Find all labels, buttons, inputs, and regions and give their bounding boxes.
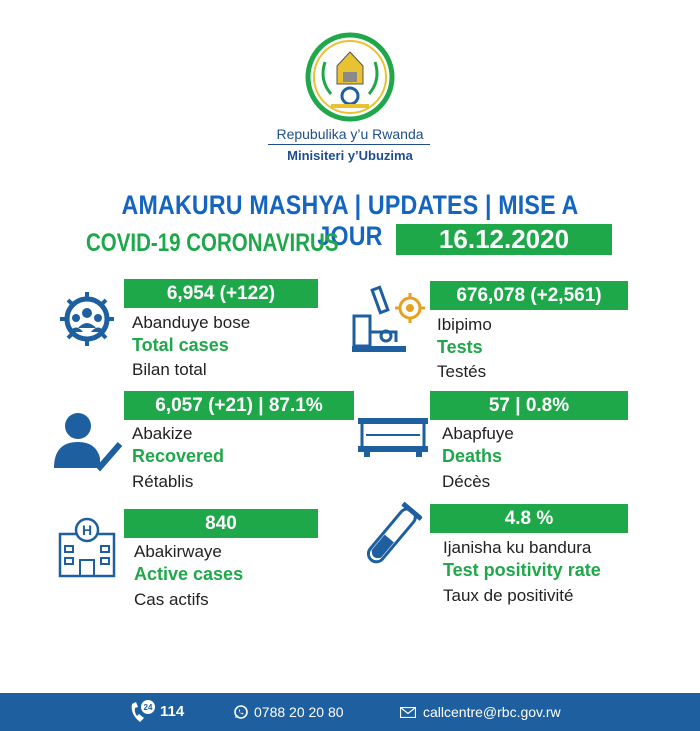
tests-value: 676,078 (+2,561): [430, 281, 628, 310]
people-virus-icon: [56, 288, 118, 350]
positivity-label-rw: Ijanisha ku bandura: [443, 538, 592, 557]
positivity-value: 4.8 %: [430, 504, 628, 533]
deaths-label-rw: Abapfuye: [442, 424, 514, 443]
ministry-name: Minisiteri y’Ubuzima: [287, 148, 413, 163]
active-cases-label-rw: Abakirwaye: [134, 542, 222, 561]
main-title: AMAKURU MASHYA | UPDATES | MISE A JOUR: [121, 190, 579, 251]
active-cases-value: 840: [124, 509, 318, 538]
rwanda-emblem-logo: [305, 32, 395, 122]
recovered-label-rw: Abakize: [132, 424, 193, 443]
hospital-icon: [56, 516, 118, 578]
deaths-value: 57 | 0.8%: [430, 391, 628, 420]
email-icon: [400, 707, 416, 718]
tests-label-rw: Ibipimo: [437, 315, 492, 334]
total-cases-label-fr: Bilan total: [132, 360, 207, 379]
footer-bar: [0, 693, 700, 731]
svg-text:H: H: [81, 522, 93, 538]
positivity-label-en: Test positivity rate: [443, 560, 601, 580]
hotline-number[interactable]: 114: [160, 703, 185, 720]
total-cases-value: 6,954 (+122): [124, 279, 318, 308]
microscope-icon: [350, 284, 426, 354]
deaths-label-fr: Décès: [442, 472, 491, 491]
phone-24-icon: [128, 700, 156, 724]
report-date: 16.12.2020: [396, 224, 612, 255]
deaths-label-en: Deaths: [442, 446, 503, 466]
recovered-label-en: Recovered: [132, 446, 225, 466]
total-cases-label-rw: Abanduye bose: [132, 313, 251, 332]
header-divider: [268, 144, 430, 145]
recovered-label-fr: Rétablis: [132, 472, 194, 491]
tests-label-en: Tests: [437, 337, 483, 357]
person-check-icon: [52, 410, 124, 474]
covid-title: COVID-19 CORONAVIRUS: [86, 229, 339, 257]
whatsapp-icon: [234, 705, 248, 719]
test-tube-icon: [354, 500, 422, 580]
tests-label-fr: Testés: [437, 362, 487, 381]
active-cases-label-en: Active cases: [134, 564, 244, 584]
whatsapp-number[interactable]: 0788 20 20 80: [254, 704, 344, 720]
republic-name: Repubulika y’u Rwanda: [276, 126, 424, 142]
active-cases-label-fr: Cas actifs: [134, 590, 209, 609]
positivity-label-fr: Taux de positivité: [443, 586, 574, 605]
total-cases-label-en: Total cases: [132, 335, 229, 355]
hotline-badge: 24: [143, 703, 153, 712]
email-address[interactable]: callcentre@rbc.gov.rw: [423, 704, 561, 720]
coffin-icon: [356, 414, 432, 458]
recovered-value: 6,057 (+21) | 87.1%: [124, 391, 354, 420]
